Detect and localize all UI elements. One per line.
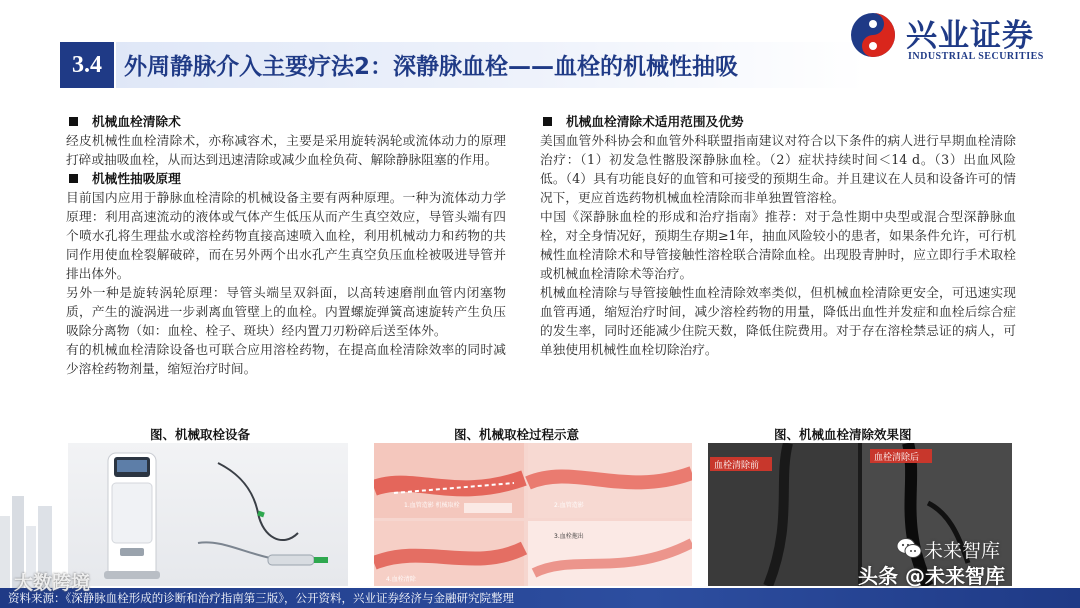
left-heading-2-text: 机械性抽吸原理 [92,171,181,186]
figure-2-caption: 图、机械取栓过程示意 [454,427,580,442]
fig3-label-before: 血栓清除前 [714,461,760,471]
company-logo [848,6,1070,66]
slide-header [0,0,1080,96]
right-heading-1 [540,112,1016,131]
thrombectomy-device-illustration [68,443,348,586]
section-number: 3.4 [60,42,114,88]
logo-chinese-name: 兴业证券 [906,18,1034,54]
left-paragraph-4: 有的机械血栓清除设备也可联合应用溶栓药物，在提高血栓清除效率的同时减少溶栓药物剂量，缩短治疗时间。 [66,342,506,376]
figure-3-caption: 图、机械血栓清除效果图 [774,427,912,442]
fig2-label-1: 1.血管造影 机械取栓 [404,502,460,509]
left-paragraph-1: 经皮机械性血栓清除术，亦称减容术，主要是采用旋转涡轮或流体动力的原理打碎或抽吸血栓，从而达到迅速清除或减少血栓负荷、解除静脉阻塞的作用。 [66,133,506,167]
left-heading-1-text: 机械血栓清除术 [92,114,181,129]
right-heading-1-text: 机械血栓清除术适用范围及优势 [566,114,744,129]
right-paragraph-2: 中国《深静脉血栓的形成和治疗指南》推荐：对于急性期中央型或混合型深静脉血栓，对全身情况好，预期生存期≥1年，抽血风险较小的患者，如果条件允许，可行机械性血栓清除术和导管接触性溶栓联合清除血栓。出现股青肿时，应立即行手术取栓或机械血栓清除术等治疗。 [540,209,1016,281]
fig2-label-2: 2.血管造影 [554,502,584,509]
watermark-top: 未来智库 [924,540,1001,562]
fig3-label-after: 血栓清除后 [874,453,920,463]
watermark-left: 大数跨境 [14,572,91,594]
logo-english-name: INDUSTRIAL SECURITIES [908,51,1044,62]
left-paragraph-3: 另外一种是旋转涡轮原理：导管头端呈双斜面，以高转速磨削血管内闭塞物质，产生的漩涡进一步剥离血管壁上的血栓。内置螺旋弹簧高速旋转产生负压吸除分离物（如：血栓、栓子、斑块）经内置刀刃粉碎后送至体外。 [66,285,506,338]
left-column [66,112,506,378]
watermark-right: 头条 @未来智库 [858,564,1005,588]
fig2-label-4: 4.血栓清除 [386,576,416,583]
right-column [540,112,1016,359]
logo-mark-icon [850,12,896,58]
figure-2-process-image [374,443,692,586]
square-bullet-icon [69,174,78,183]
left-heading-2 [66,169,506,188]
right-paragraph-3: 机械血栓清除与导管接触性血栓清除效率类似，但机械血栓清除更安全，可迅速实现血管再通，缩短治疗时间，减少溶栓药物的用量，降低出血性并发症和血栓后综合症的发生率，同时还能减少住院天数，降低住院费用。对于存在溶栓禁忌证的病人，可单独使用机械性血栓切除治疗。 [540,285,1016,357]
slide-title: 外周静脉介入主要疗法2：深静脉血栓——血栓的机械性抽吸 [124,54,739,80]
right-paragraph-1: 美国血管外科协会和血管外科联盟指南建议对符合以下条件的病人进行早期血栓清除治疗：（1）初发急性髂股深静脉血栓。（2）症状持续时间＜14 d。（3）出血风险低。（4）具有功能良好的血管和可接受的预期生命。并且建议在人员和设备许可的情况下，更应首选药物机械血栓清除而非单独置管溶栓。 [540,133,1016,205]
footer-source: 资料来源：《深静脉血栓形成的诊断和治疗指南第三版》，公开资料，兴业证券经济与金融研究院整理 [8,591,514,605]
figure-1-device-image [68,443,348,586]
square-bullet-icon [543,117,552,126]
left-heading-1 [66,112,506,131]
square-bullet-icon [69,117,78,126]
fig2-label-3: 3.血栓拖出 [554,533,584,540]
wechat-icon [896,537,922,559]
figure-1-caption: 图、机械取栓设备 [150,427,251,442]
thrombectomy-process-illustration [374,443,692,586]
left-paragraph-2: 目前国内应用于静脉血栓清除的机械设备主要有两种原理。一种为流体动力学原理：利用高速流动的液体或气体产生低压从而产生真空效应，导管头端有四个喷水孔将生理盐水或溶栓药物直接高速喷入血栓，利用机械动力和药物的共同作用使血栓裂解破碎，而在另外两个出水孔产生真空负压血栓被吸进导管并排出体外。 [66,190,506,281]
